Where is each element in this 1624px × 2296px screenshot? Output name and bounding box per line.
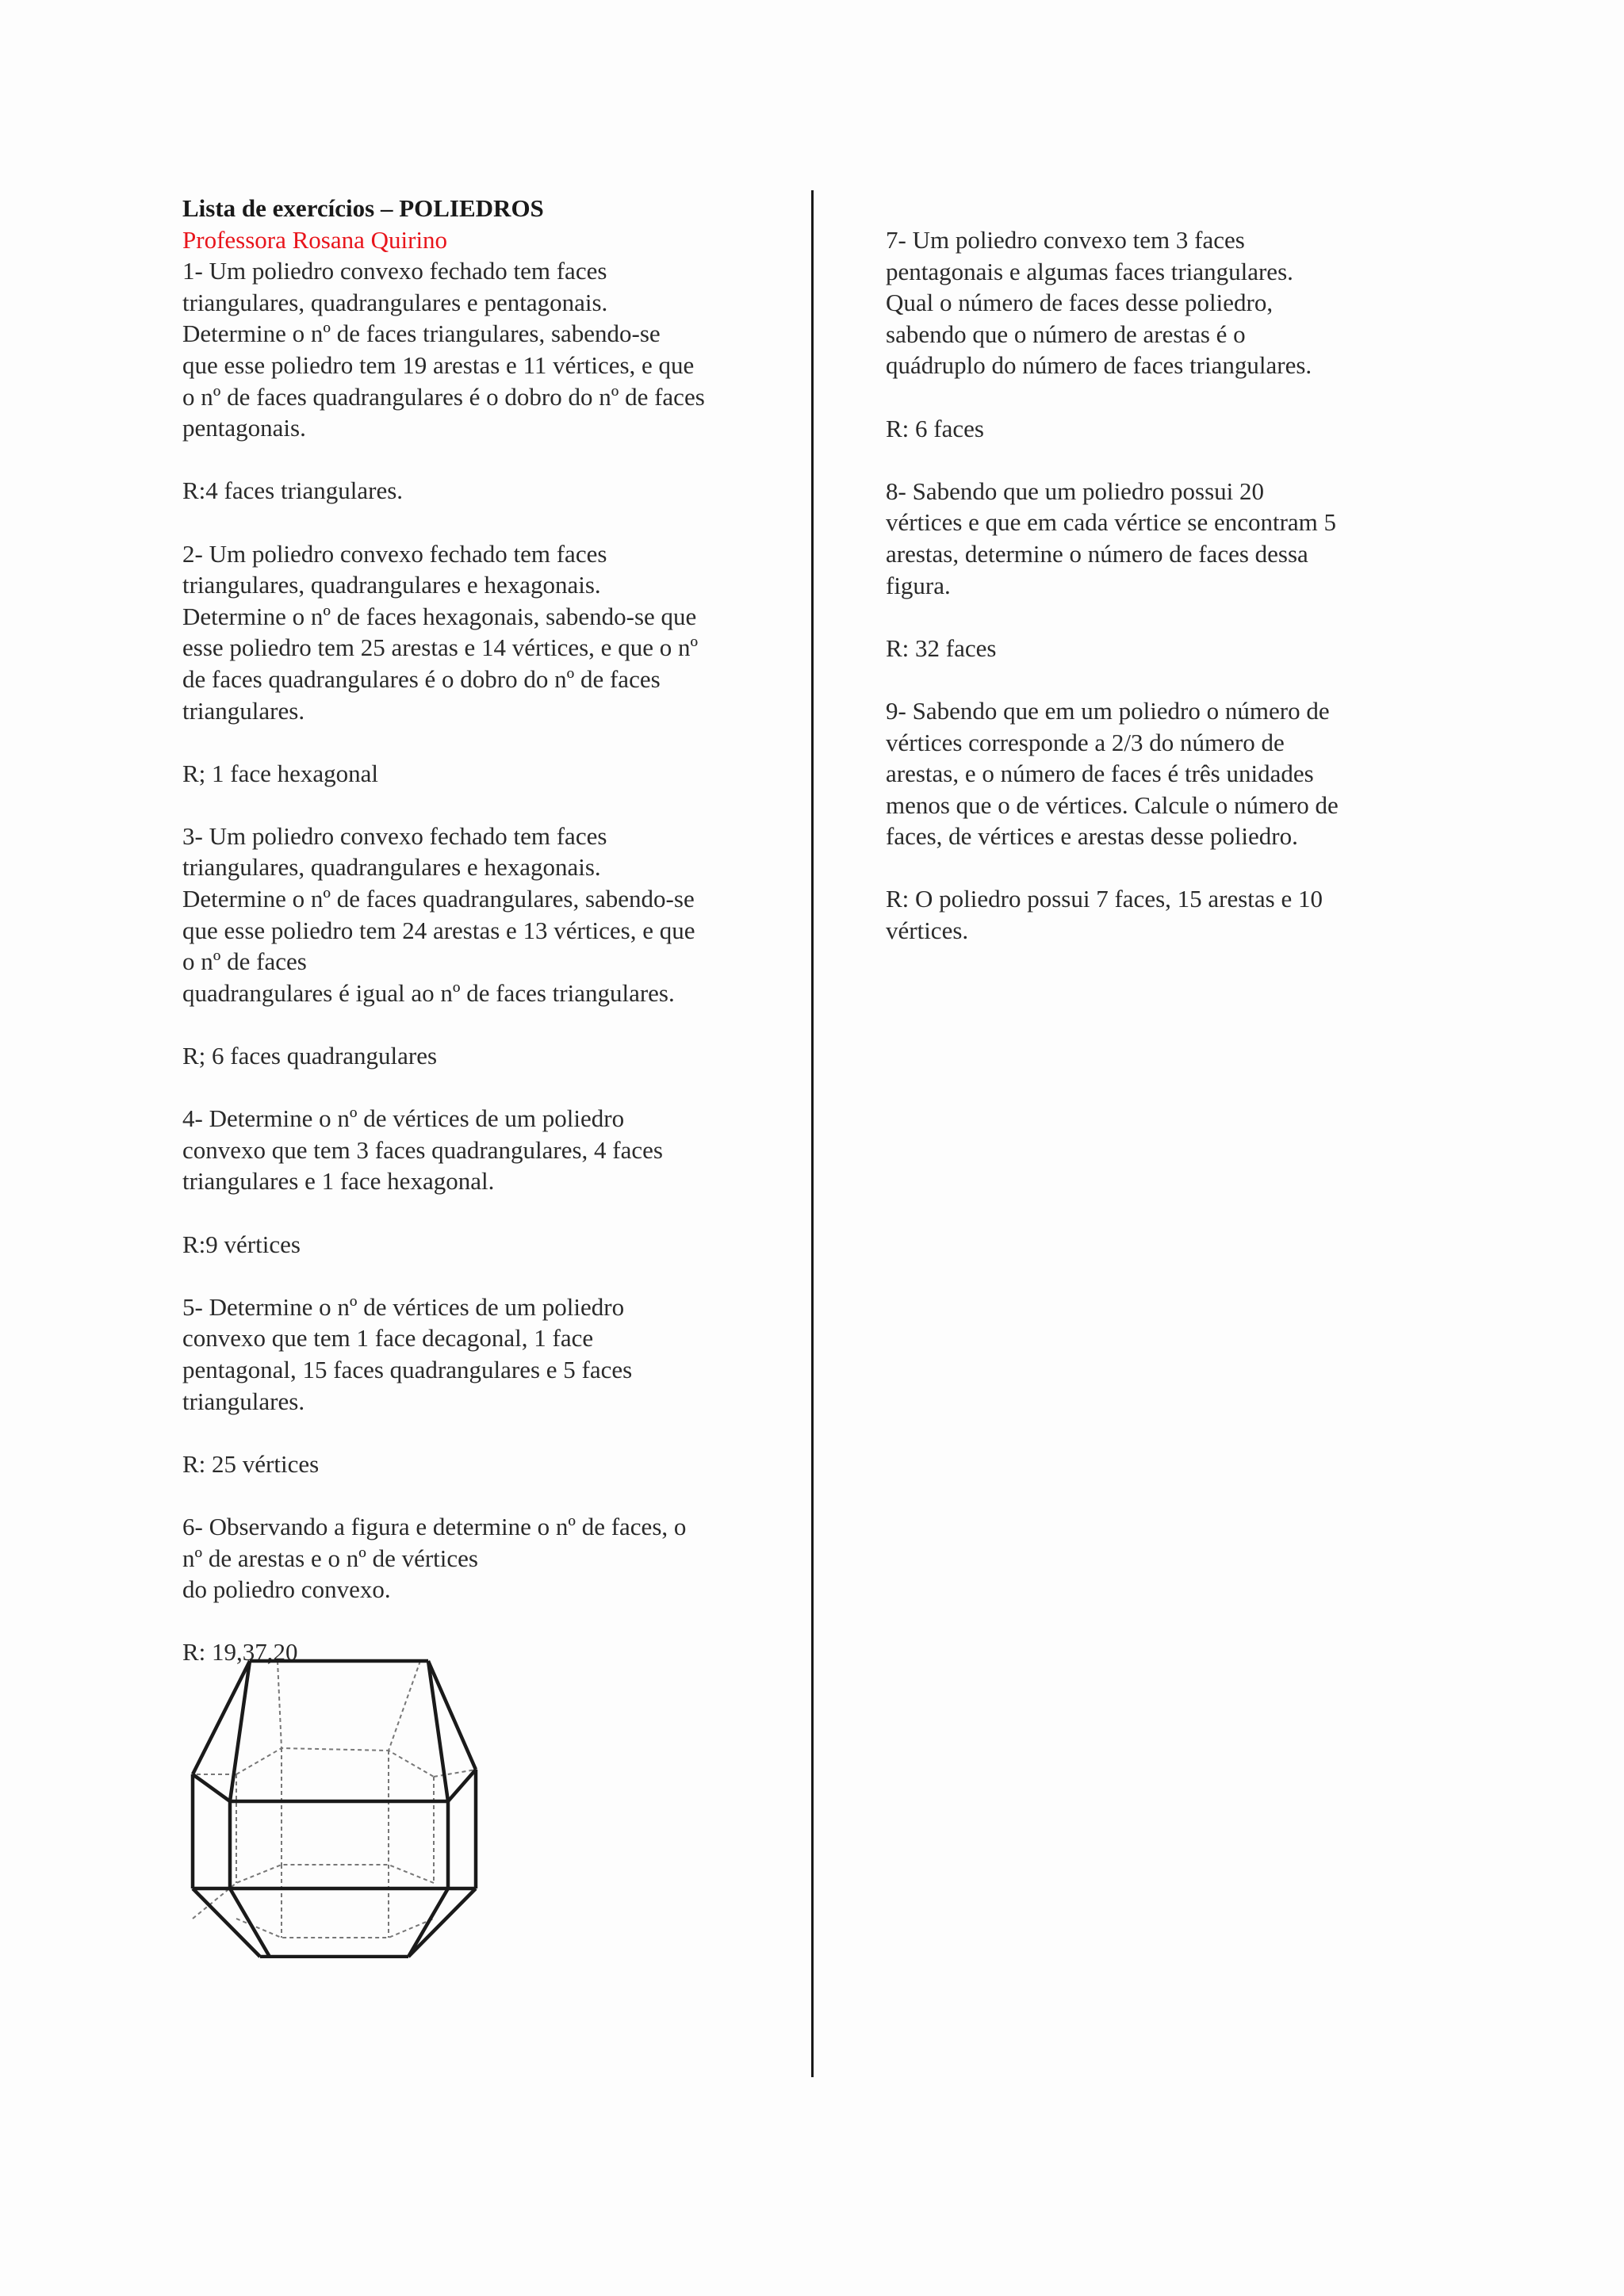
question-1: 1- Um poliedro convexo fechado tem faces triangulares, quadrangulares e pentagonais. Determine o nº de faces triangulares, sabendo-se que esse poliedro tem 19 arestas e 11 vértices, e que o nº de faces quadrangulares é o dobro do nº de faces pentagonais. xyxy=(182,257,705,442)
question-6: 6- Observando a figura e determine o nº de faces, o nº de arestas e o nº de vértices do poliedro convexo. xyxy=(182,1512,687,1604)
question-4: 4- Determine o nº de vértices de um poliedro convexo que tem 3 faces quadrangulares, 4 faces triangulares e 1 face hexagonal. xyxy=(182,1104,663,1196)
answer-9: R: O poliedro possui 7 faces, 15 arestas e 10 vértices. xyxy=(886,885,1323,945)
right-column xyxy=(886,224,1504,947)
answer-6: R: 19,37,20 xyxy=(182,1638,298,1667)
answer-3: R; 6 faces quadrangulares xyxy=(182,1042,438,1070)
column-divider xyxy=(811,190,814,2077)
answer-7: R: 6 faces xyxy=(886,414,984,442)
question-5: 5- Determine o nº de vértices de um poliedro convexo que tem 1 face decagonal, 1 face pentagonal, 15 faces quadrangulares e 5 faces triangulares. xyxy=(182,1292,633,1415)
teacher-name: Professora Rosana Quirino xyxy=(182,225,448,254)
question-3: 3- Um poliedro convexo fechado tem faces triangulares, quadrangulares e hexagonais. Determine o nº de faces quadrangulares, sabendo-se que esse poliedro tem 24 arestas e 13 vértices, e que o nº de faces quadrangulares é igual ao nº de faces triangulares. xyxy=(182,821,695,1007)
question-2: 2- Um poliedro convexo fechado tem faces triangulares, quadrangulares e hexagonais. Determine o nº de faces hexagonais, sabendo-se que esse poliedro tem 25 arestas e 14 vértices, e que o nº de faces quadrangulares é o dobro do nº de faces triangulares. xyxy=(182,539,699,725)
document-title: Lista de exercícios – POLIEDROS xyxy=(182,194,544,222)
question-9: 9- Sabendo que em um poliedro o número de vértices corresponde a 2/3 do número de arestas, e o número de faces é três unidades menos que o de vértices. Calcule o número de faces, de vértices e arestas desse poliedro. xyxy=(886,696,1339,851)
answer-2: R; 1 face hexagonal xyxy=(182,759,379,787)
question-8: 8- Sabendo que um poliedro possui 20 vértices e que em cada vértice se encontram 5 arestas, determine o número de faces dessa figura. xyxy=(886,476,1337,599)
polyhedron-figure xyxy=(190,1657,500,1958)
answer-1: R:4 faces triangulares. xyxy=(182,476,404,505)
answer-5: R: 25 vértices xyxy=(182,1449,320,1478)
answer-4: R:9 vértices xyxy=(182,1230,301,1258)
answer-8: R: 32 faces xyxy=(886,633,997,662)
question-7: 7- Um poliedro convexo tem 3 faces pentagonais e algumas faces triangulares. Qual o número de faces desse poliedro, sabendo que o número de arestas é o quádruplo do número de faces triangulares. xyxy=(886,226,1312,380)
left-column xyxy=(182,193,801,1668)
